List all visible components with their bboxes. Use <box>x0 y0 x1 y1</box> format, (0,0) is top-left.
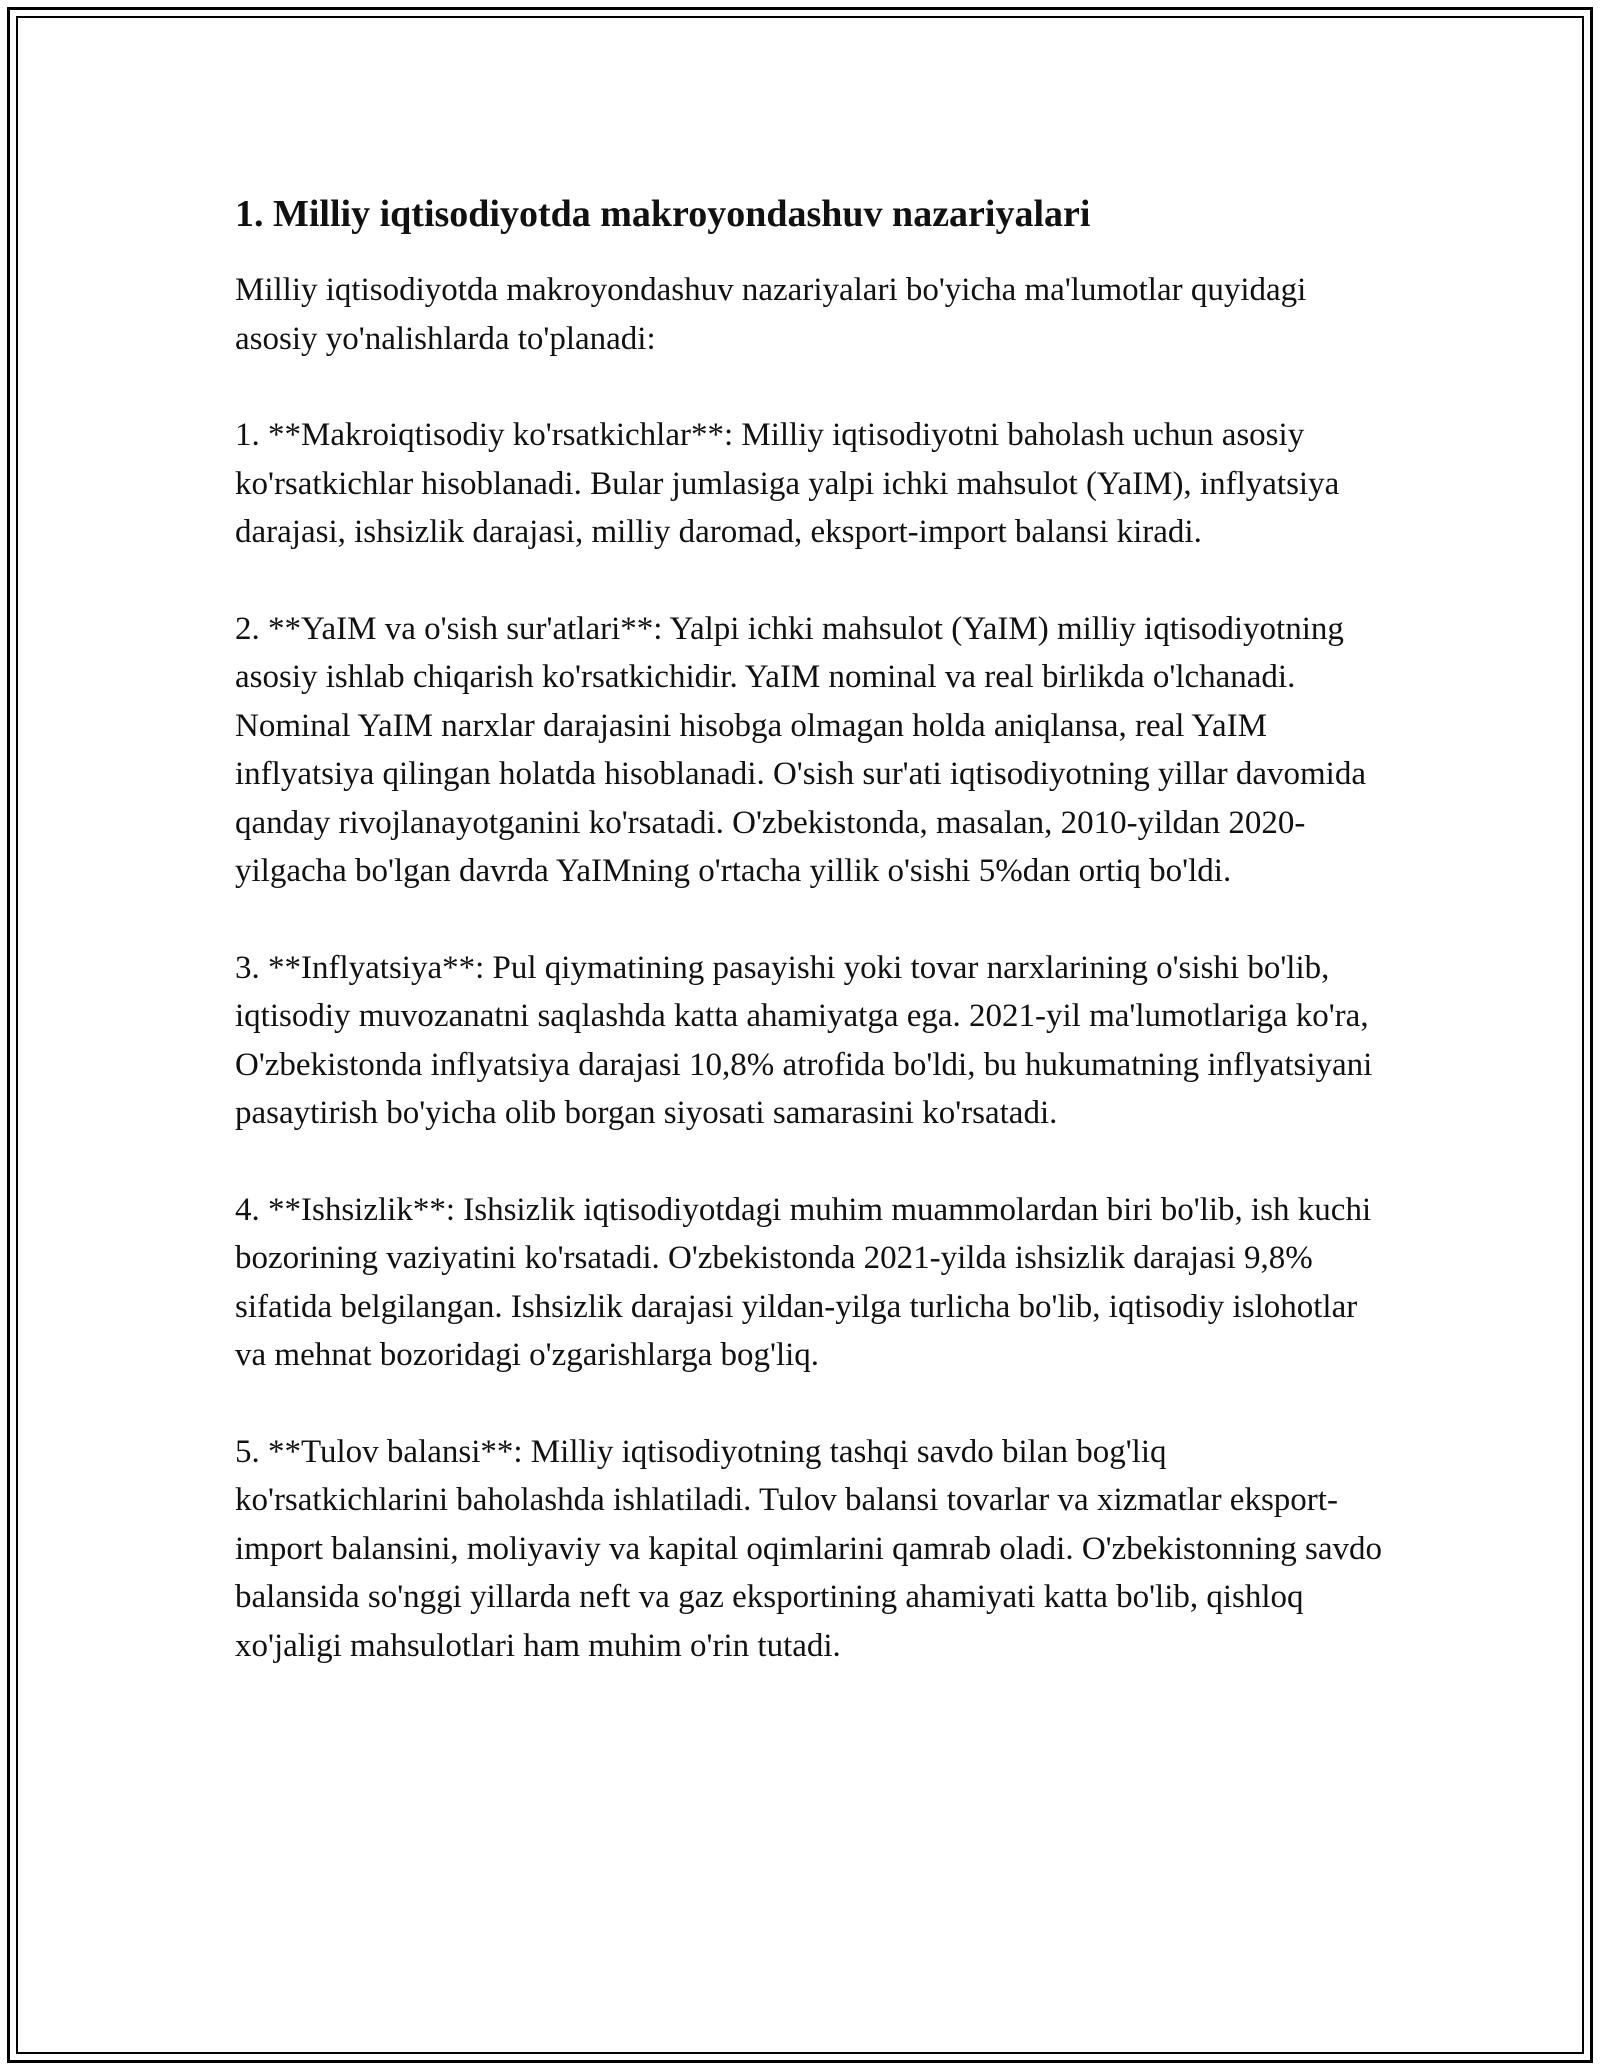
document-body <box>235 188 1385 1718</box>
paragraph-macro-indicators: 1. **Makroiqtisodiy ko'rsatkichlar**: Milliy iqtisodiyotni baholash uchun asosiy ko'rsatkichlar hisoblanadi. Bular jumlasiga yalpi ichki mahsulot (YaIM), inflyatsiya darajasi, ishsizlik darajasi, milliy daromad, eksport-import balansi kiradi. <box>235 417 1340 550</box>
paragraph-balance-of-payments: 5. **Tulov balansi**: Milliy iqtisodiyotning tashqi savdo bilan bog'liq ko'rsatkichlarini baholashda ishlatiladi. Tulov balansi tovarlar va xizmatlar eksport-import balansini, moliyaviy va kapital oqimlarini qamrab oladi. O'zbekistonning savdo balansida so'nggi yillarda neft va gaz eksportining ahamiyati katta bo'lib, qishloq xo'jaligi mahsulotlari ham muhim o'rin tutadi. <box>235 1433 1382 1664</box>
document-title: 1. Milliy iqtisodiyotda makroyondashuv nazariyalari <box>235 193 1091 235</box>
paragraph-gdp-growth: 2. **YaIM va o'sish sur'atlari**: Yalpi ichki mahsulot (YaIM) milliy iqtisodiyotning asosiy ishlab chiqarish ko'rsatkichidir. YaIM nominal va real birlikda o'lchanadi. Nominal YaIM narxlar darajasini hisobga olmagan holda aniqlansa, real YaIM inflyatsiya qilingan holatda hisoblanadi. O'sish sur'ati iqtisodiyotning yillar davomida qanday rivojlanayotganini ko'rsatadi. O'zbekistonda, masalan, 2010-yildan 2020-yilgacha bo'lgan davrda YaIMning o'rtacha yillik o'sishi 5%dan ortiq bo'ldi. <box>235 610 1366 889</box>
paragraph-inflation: 3. **Inflyatsiya**: Pul qiymatining pasayishi yoki tovar narxlarining o'sishi bo'lib, iqtisodiy muvozanatni saqlashda katta ahamiyatga ega. 2021-yil ma'lumotlariga ko'ra, O'zbekistonda inflyatsiya darajasi 10,8% atrofida bo'ldi, bu hukumatning inflyatsiyani pasaytirish bo'yicha olib borgan siyosati samarasini ko'rsatadi. <box>235 949 1373 1131</box>
paragraph-unemployment: 4. **Ishsizlik**: Ishsizlik iqtisodiyotdagi muhim muammolardan biri bo'lib, ish kuchi bozorining vaziyatini ko'rsatadi. O'zbekistonda 2021-yilda ishsizlik darajasi 9,8% sifatida belgilangan. Ishsizlik darajasi yildan-yilga turlicha bo'lib, iqtisodiy islohotlar va mehnat bozoridagi o'zgarishlarga bog'liq. <box>235 1191 1372 1373</box>
intro-paragraph: Milliy iqtisodiyotda makroyondashuv nazariyalari bo'yicha ma'lumotlar quyidagi asosiy yo'nalishlarda to'planadi: <box>235 272 1307 357</box>
